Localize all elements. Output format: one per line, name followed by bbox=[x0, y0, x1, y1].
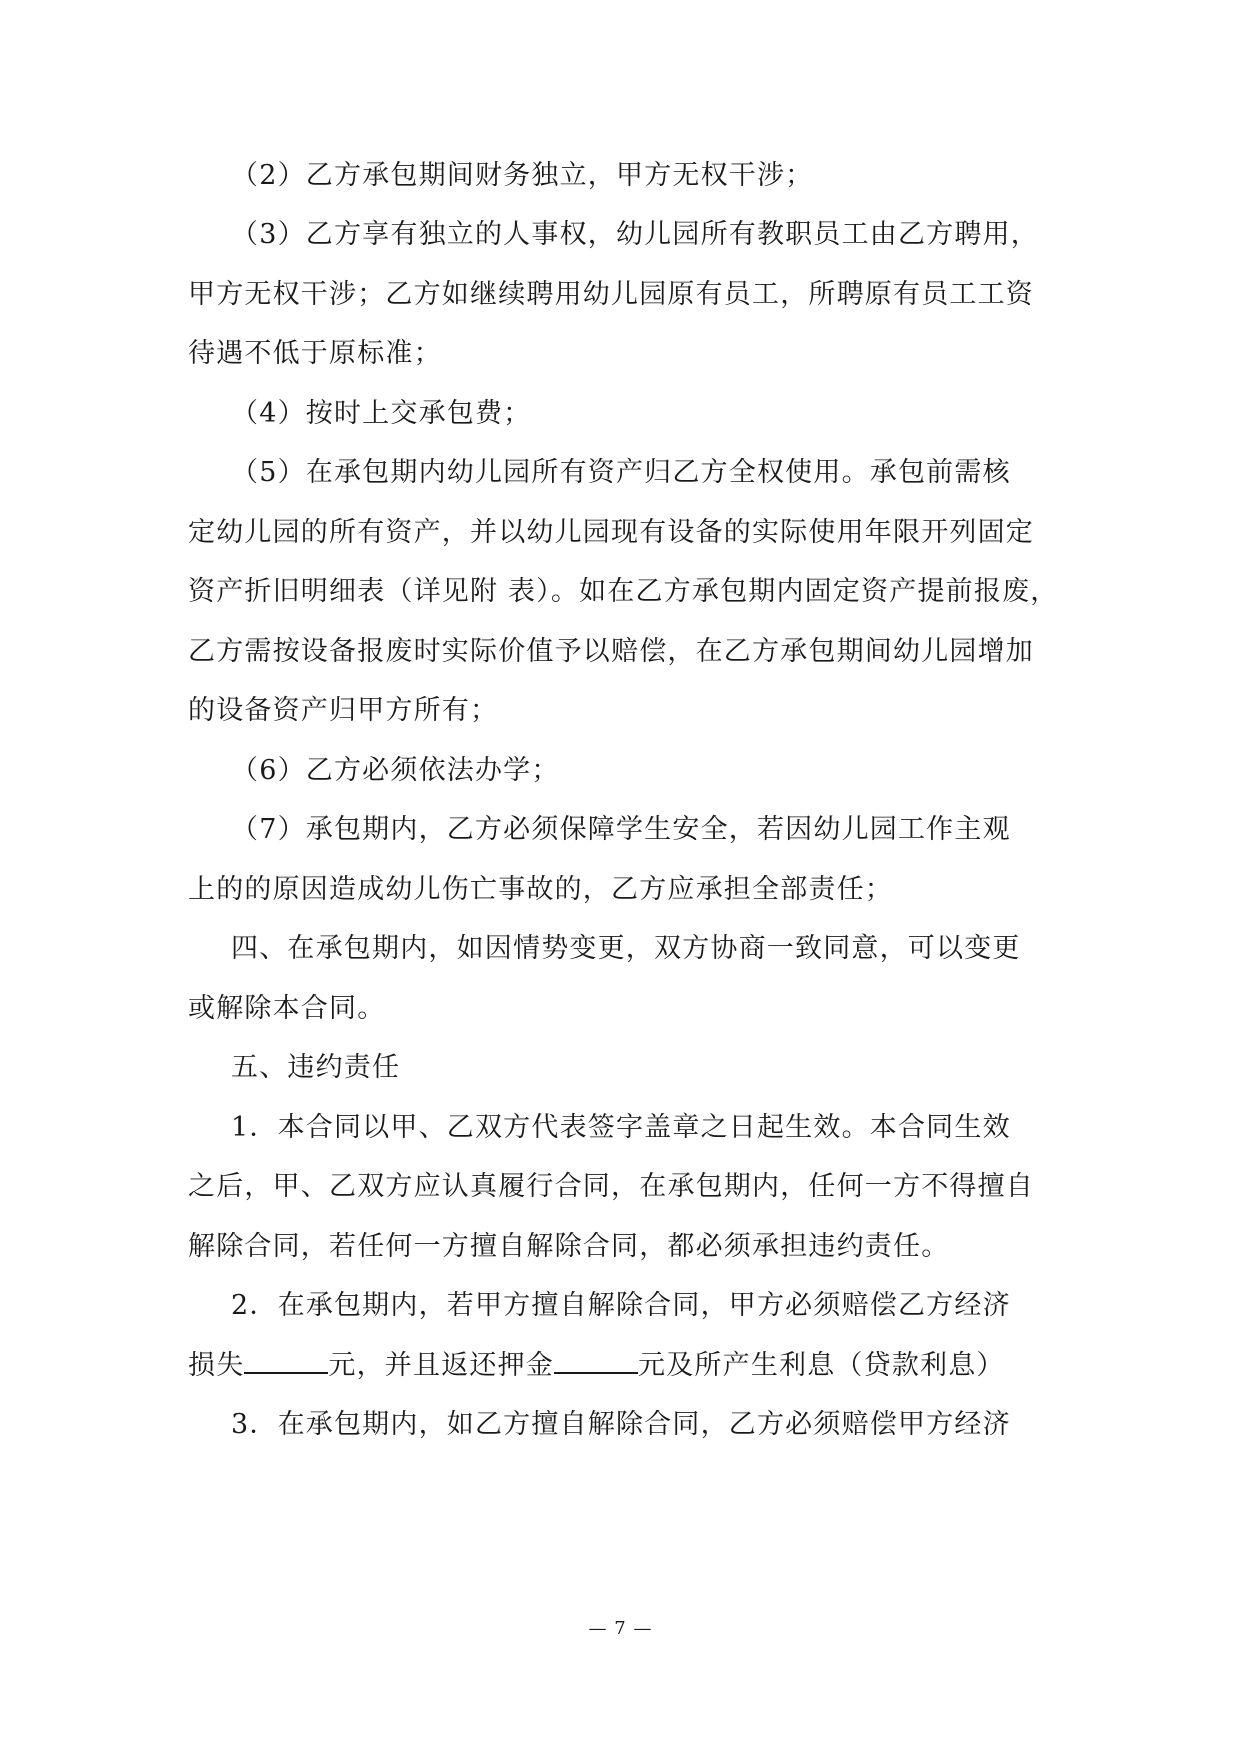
paragraph-line: 乙方需按设备报废时实际价值予以赔偿，在乙方承包期间幼儿园增加 bbox=[188, 636, 1034, 667]
paragraph-line: 解除合同，若任何一方擅自解除合同，都必须承担违约责任。 bbox=[188, 1231, 950, 1262]
paragraph-line: 四、在承包期内，如因情势变更，双方协商一致同意，可以变更 bbox=[231, 933, 1021, 964]
page-number: — 7 — bbox=[588, 1618, 653, 1639]
paragraph-line: （2）乙方承包期间财务独立，甲方无权干涉； bbox=[231, 160, 814, 191]
paragraph-line: 甲方无权干涉；乙方如继续聘用幼儿园原有员工，所聘原有员工工资 bbox=[188, 279, 1034, 310]
fill-in-blank-amount[interactable] bbox=[244, 1348, 328, 1374]
paragraph-line: 的设备资产归甲方所有； bbox=[188, 695, 499, 726]
paragraph-line: （7）承包期内，乙方必须保障学生安全，若因幼儿园工作主观 bbox=[231, 814, 1011, 845]
paragraph-line: 3．在承包期内，如乙方擅自解除合同，乙方必须赔偿甲方经济 bbox=[231, 1409, 1011, 1440]
line-text-part: 损失 bbox=[188, 1350, 245, 1381]
paragraph-line: 资产折旧明细表（详见附 表）。如在乙方承包期内固定资产提前报废， bbox=[188, 576, 1059, 607]
paragraph-line: 2．在承包期内，若甲方擅自解除合同，甲方必须赔偿乙方经济 bbox=[231, 1290, 1011, 1321]
paragraph-line: （3）乙方享有独立的人事权，幼儿园所有教职员工由乙方聘用， bbox=[231, 219, 1039, 250]
section-heading: 五、违约责任 bbox=[231, 1052, 401, 1083]
line-text-part: 元，并且返还押金 bbox=[328, 1350, 555, 1381]
paragraph-line: 待遇不低于原标准； bbox=[188, 338, 442, 369]
paragraph-line: 之后，甲、乙双方应认真履行合同，在承包期内，任何一方不得擅自 bbox=[188, 1171, 1034, 1202]
paragraph-line: （5）在承包期内幼儿园所有资产归乙方全权使用。承包前需核 bbox=[231, 457, 1011, 488]
paragraph-line: 上的的原因造成幼儿伤亡事故的，乙方应承担全部责任； bbox=[188, 874, 893, 905]
paragraph-line-with-blanks bbox=[188, 1348, 1005, 1384]
line-text-part: 元及所产生利息（贷款利息） bbox=[638, 1350, 1005, 1381]
paragraph-line: （6）乙方必须依法办学； bbox=[231, 755, 560, 786]
paragraph-line: （4）按时上交承包费； bbox=[231, 398, 532, 429]
paragraph-line: 定幼儿园的所有资产，并以幼儿园现有设备的实际使用年限开列固定 bbox=[188, 517, 1034, 548]
paragraph-line: 或解除本合同。 bbox=[188, 993, 386, 1024]
paragraph-line: 1．本合同以甲、乙双方代表签字盖章之日起生效。本合同生效 bbox=[231, 1112, 1011, 1143]
fill-in-blank-deposit[interactable] bbox=[554, 1348, 638, 1374]
